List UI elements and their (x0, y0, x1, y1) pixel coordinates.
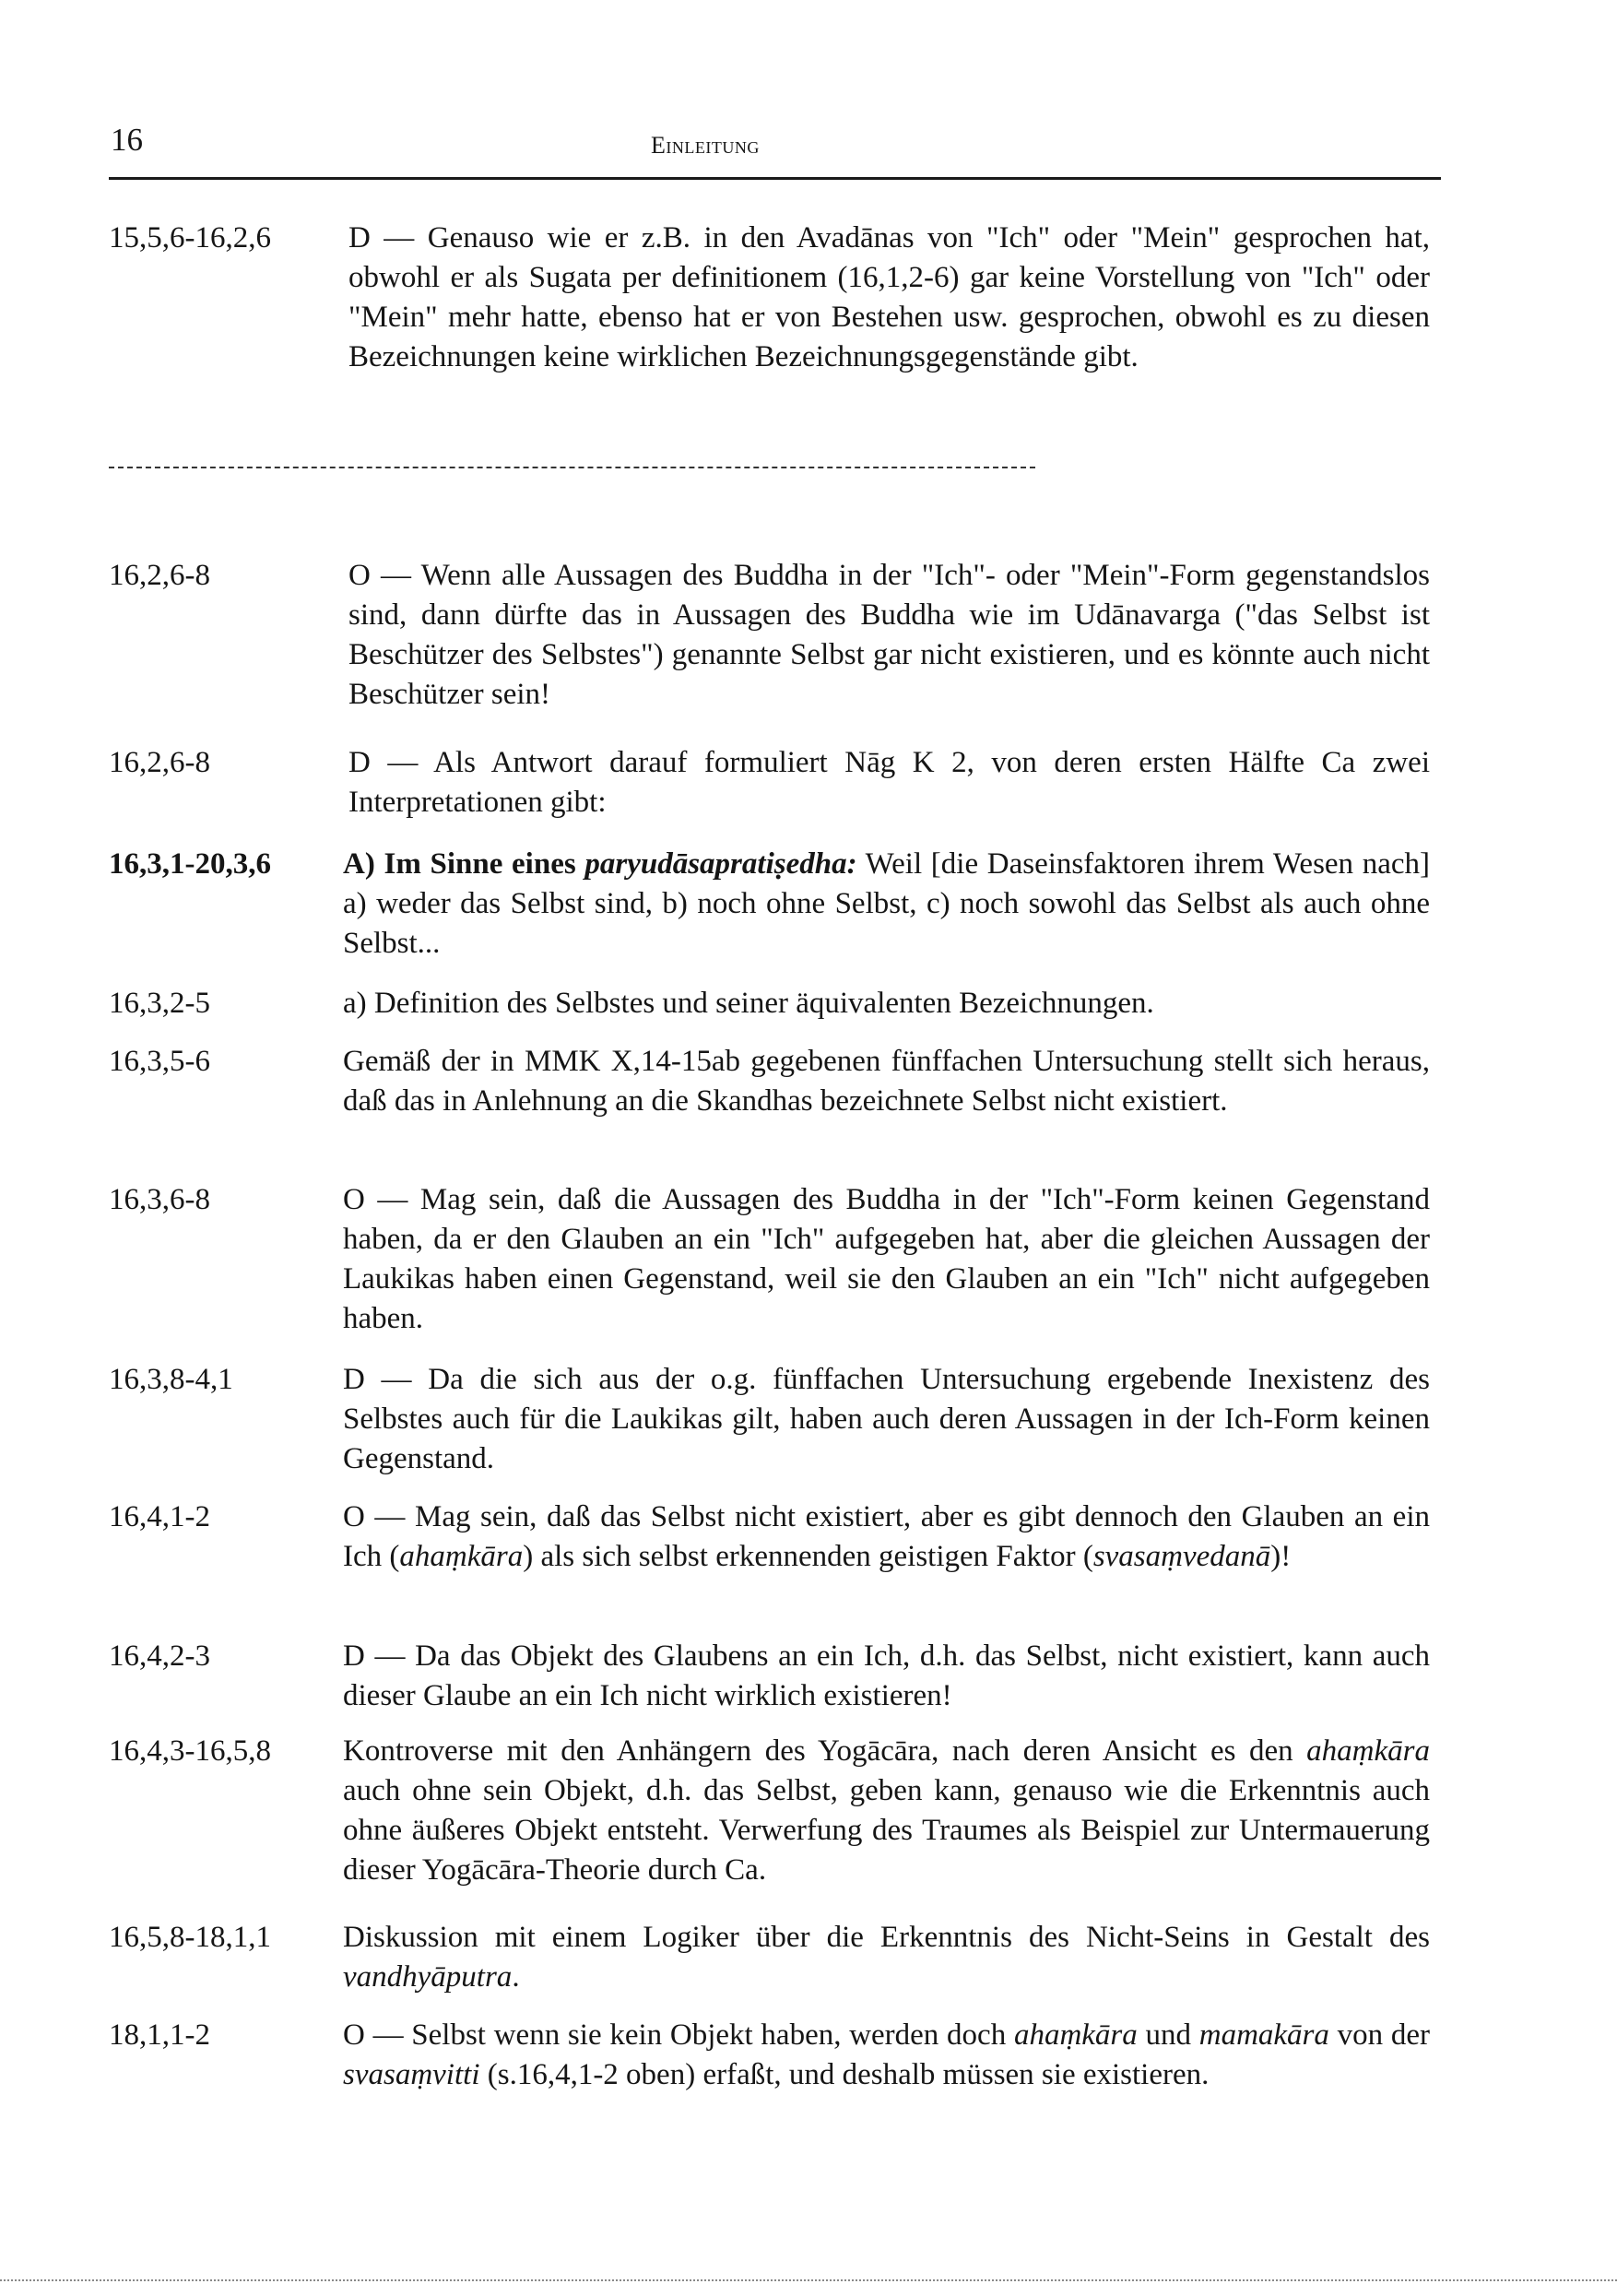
entry-text-italic: vandhyāputra (343, 1960, 513, 1994)
entry-text: D — Genauso wie er z.B. in den Avadānas von "Ich" oder "Mein" gesprochen hat, obwohl er als Sugata per definitionem (16,1,2-6) gar keine Vorstellung von "Ich" oder "Mein" mehr hatte, ebenso hat er von Bestehen usw. gesprochen, obwohl es zu diesen Bezeichnungen keine wirklichen Bezeichnungsgegenstände gibt. (348, 221, 1430, 373)
page-number: 16 (111, 122, 143, 158)
entry-text-bold: A) Im Sinne eines (343, 847, 585, 881)
entry-text-italic: svasaṃvedanā (1092, 1540, 1271, 1573)
entry-reference: 16,2,6-8 (109, 746, 210, 779)
entry-reference: 16,3,1-20,3,6 (109, 847, 271, 881)
entry-reference: 16,3,8-4,1 (109, 1363, 233, 1396)
entry-text (343, 1918, 1430, 1997)
entry-text: O — Wenn alle Aussagen des Buddha in der "Ich"- oder "Mein"-Form gegenstandslos sind, dann dürfte das in Aussagen des Buddha wie im Udānavarga ("das Selbst ist Beschützer des Selbstes") genannte Selbst gar nicht existieren, und es könnte auch nicht Beschützer sein! (348, 559, 1430, 711)
entry-reference: 15,5,6-16,2,6 (109, 221, 271, 254)
entry-text: O — Mag sein, daß die Aussagen des Buddha in der "Ich"-Form keinen Gegenstand haben, da er den Glauben an ein "Ich" aufgegeben hat, aber die gleichen Aussagen der Laukikas haben einen Gegenstand, weil sie den Glauben an ein "Ich" nicht aufgegeben haben. (343, 1183, 1430, 1335)
entry-reference: 16,3,2-5 (109, 987, 210, 1020)
entry-text-part: von der (1328, 2018, 1430, 2052)
entry-text (343, 1732, 1430, 1890)
entry-text: Gemäß der in MMK X,14-15ab gegebenen fünffachen Untersuchung stellt sich heraus, daß das in Anlehnung an die Skandhas bezeichnete Selbst nicht existiert. (343, 1045, 1430, 1118)
entry-reference: 16,4,1-2 (109, 1500, 210, 1533)
entry-text-italic: ahaṃkāra (1013, 2018, 1138, 2052)
entry-text-part: O — Selbst wenn sie kein Objekt haben, werden doch (343, 2018, 1014, 2052)
entry-text-part: Diskussion mit einem Logiker über die Erkenntnis des Nicht-Seins in Gestalt des (343, 1921, 1430, 1954)
entry-text-part: . (512, 1960, 520, 1994)
header-rule (109, 177, 1441, 180)
running-title: Einleitung (651, 132, 760, 159)
entry-text-italic: mamakāra (1198, 2018, 1329, 2052)
entry-text: D — Da das Objekt des Glaubens an ein Ich, d.h. das Selbst, nicht existiert, kann auch dieser Glaube an ein Ich nicht wirklich existieren! (343, 1639, 1430, 1712)
entry-text-part: O — Mag sein, daß das Selbst nicht existiert, aber es gibt dennoch den Glauben an ein Ich ( (343, 1500, 1430, 1573)
entry-text-italic: ahaṃkāra (1306, 1734, 1430, 1768)
entry-text-part: )! (1270, 1540, 1292, 1573)
entry-text (343, 1497, 1430, 1577)
entry-text (343, 845, 1430, 964)
entry-reference: 16,3,6-8 (109, 1183, 210, 1216)
entry-text: a) Definition des Selbstes und seiner äquivalenten Bezeichnungen. (343, 987, 1154, 1020)
scan-bottom-edge (0, 2279, 1617, 2281)
entry-text-part: und (1137, 2018, 1199, 2052)
entry-reference: 16,5,8-18,1,1 (109, 1921, 271, 1954)
entry-text-bold-italic: paryudāsapratiṣedha: (584, 847, 857, 881)
entry-text-italic: svasaṃvitti (343, 2058, 480, 2091)
entry-text: D — Da die sich aus der o.g. fünffachen Untersuchung ergebende Inexistenz des Selbstes auch für die Laukikas gilt, haben auch deren Aussagen in der Ich-Form keinen Gegenstand. (343, 1363, 1430, 1475)
entry-text-rest: Weil [die Daseinsfaktoren ihrem Wesen nach] a) weder das Selbst sind, b) noch ohne Selbst, c) noch sowohl das Selbst als auch ohne Selbst... (343, 847, 1431, 960)
entry-text (343, 2016, 1430, 2095)
entry-text-part: auch ohne sein Objekt, d.h. das Selbst, geben kann, genauso wie die Erkenntnis auch ohne äußeres Objekt entsteht. Verwerfung des Traumes als Beispiel zur Untermauerung dieser Yogācāra-Theorie durch Ca. (343, 1774, 1430, 1887)
entry-text-part: (s.16,4,1-2 oben) erfaßt, und deshalb müssen sie existieren. (479, 2058, 1210, 2091)
entry-text: D — Als Antwort darauf formuliert Nāg K 2, von deren ersten Hälfte Ca zwei Interpretationen gibt: (348, 746, 1430, 819)
entry-text-part: ) als sich selbst erkennenden geistigen Faktor ( (523, 1540, 1093, 1573)
entry-reference: 18,1,1-2 (109, 2018, 210, 2052)
section-divider (109, 467, 1035, 468)
entry-reference: 16,4,3-16,5,8 (109, 1734, 271, 1768)
entry-reference: 16,2,6-8 (109, 559, 210, 592)
entry-text-italic: ahaṃkāra (399, 1540, 524, 1573)
entry-reference: 16,4,2-3 (109, 1639, 210, 1673)
entry-text-part: Kontroverse mit den Anhängern des Yogācāra, nach deren Ansicht es den (343, 1734, 1307, 1768)
entry-reference: 16,3,5-6 (109, 1045, 210, 1078)
